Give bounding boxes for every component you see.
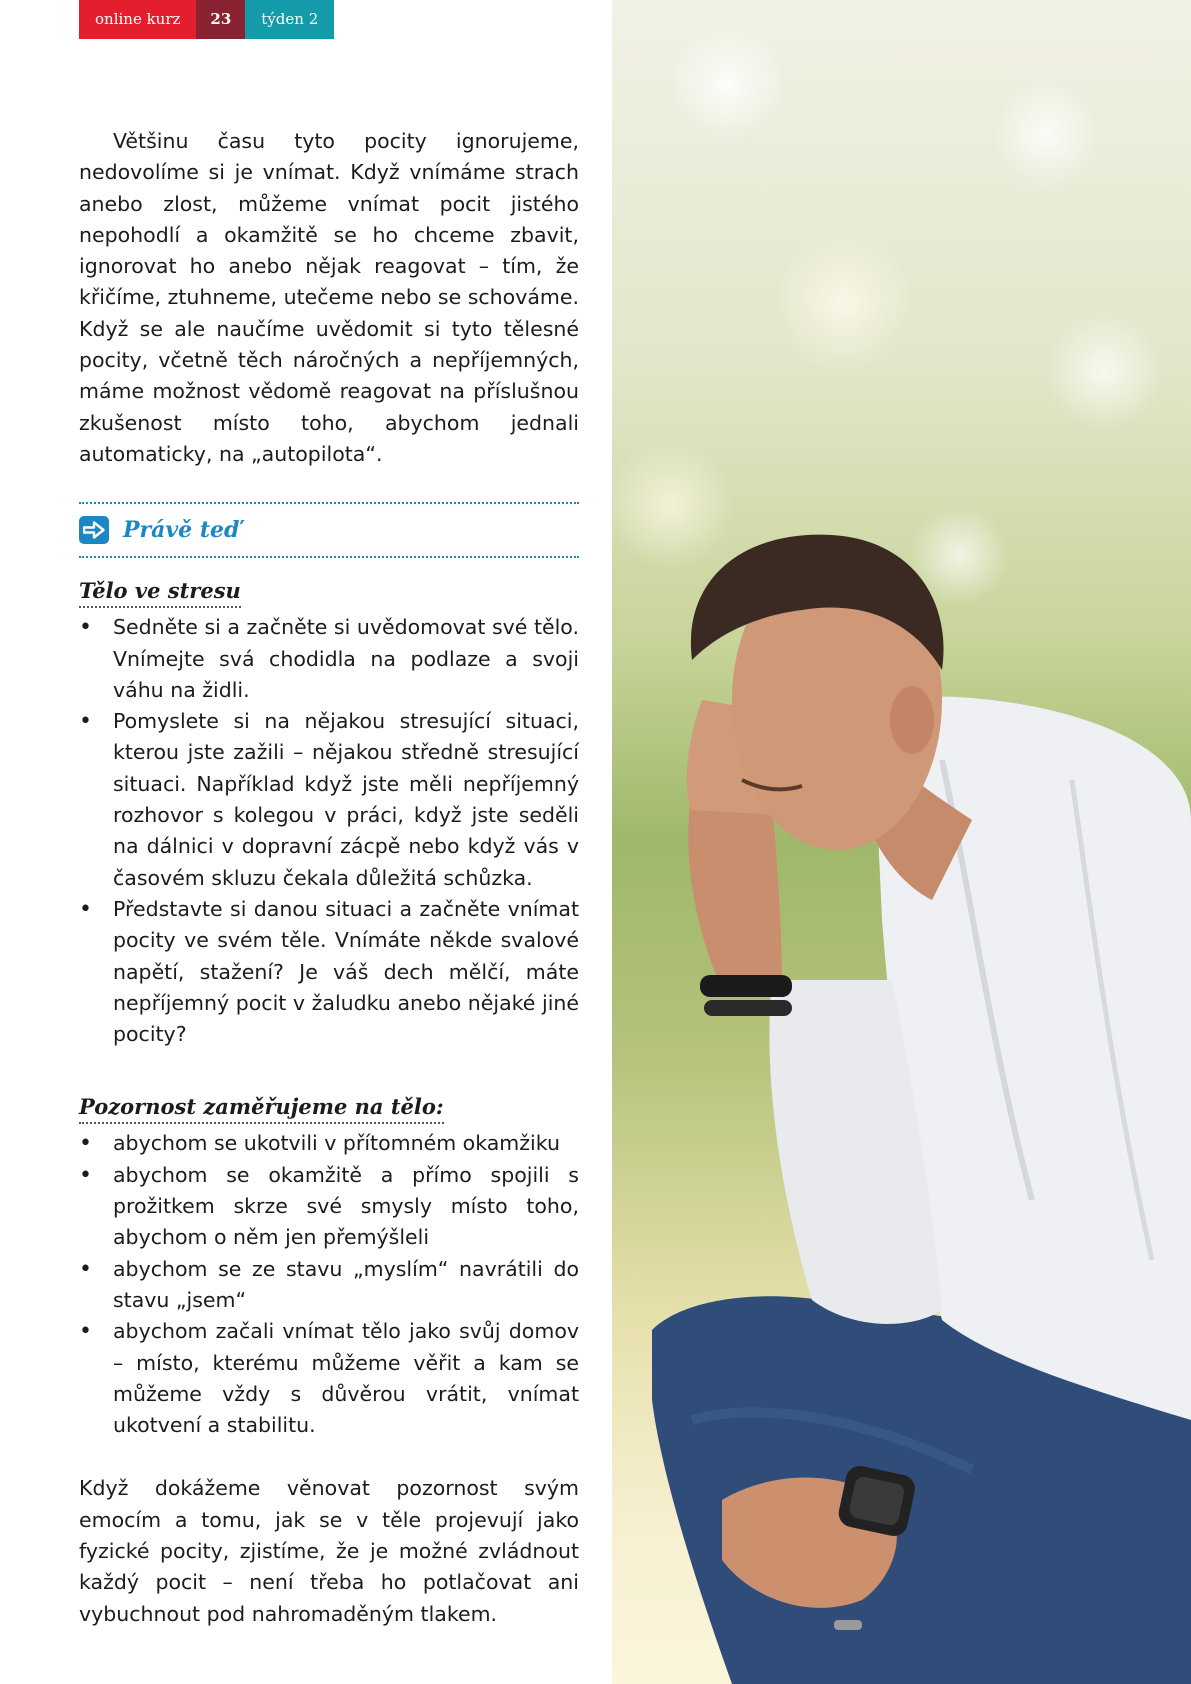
header-tabs — [79, 0, 334, 39]
list-item: • Sedněte si a začněte si uvědomovat své tělo. Vnímejte svá chodidla na podlaze a svoji váhu na židli. — [79, 612, 579, 706]
list-item: • Pomyslete si na nějakou stresující situaci, kterou jste zažili – nějakou středně stresující situaci. Například když jste měli nepříjemný rozhovor s kolegou v práci, když jste seděli na dálnici v dopravní zácpě nebo když vás v časovém skluzu čekala důležitá schůzka. — [79, 706, 579, 894]
attention-list — [79, 1128, 579, 1441]
stressed-man-photo — [612, 0, 1191, 1684]
list-item: • Představte si danou situaci a začněte vnímat pocity ve svém těle. Vnímáte někde svalové napětí, stažení? Je váš dech mělčí, máte nepříjemný pocit v žaludku anebo nějaké jiné pocity? — [79, 894, 579, 1050]
callout-title: Právě teď — [123, 516, 240, 543]
now-callout — [79, 502, 579, 558]
week-label: týden 2 — [245, 0, 334, 39]
main-text-column — [79, 126, 579, 1630]
course-label: online kurz — [79, 0, 196, 39]
list-item: • abychom se ze stavu „myslím“ navrátili do stavu „jsem“ — [79, 1254, 579, 1317]
section-heading-stress: Tělo ve stresu — [79, 576, 241, 608]
closing-paragraph: Když dokážeme věnovat pozornost svým emocím a tomu, jak se v těle projevují jako fyzické pocity, zjistíme, že je možné zvládnout každý pocit – není třeba ho potlačovat ani vybuchnout pod nahromaděným tlakem. — [79, 1476, 579, 1626]
list-item: • abychom se ukotvili v přítomném okamžiku — [79, 1128, 579, 1159]
list-item: • abychom se okamžitě a přímo spojili s prožitkem skrze své smysly místo toho, abychom o něm jen přemýšleli — [79, 1160, 579, 1254]
list-item: • abychom začali vnímat tělo jako svůj domov – místo, kterému můžeme věřit a kam se můžeme vždy s důvěrou vrátit, vnímat ukotvení a stabilitu. — [79, 1316, 579, 1441]
intro-paragraph: Většinu času tyto pocity ignorujeme, nedovolíme si je vnímat. Když vnímáme strach anebo zlost, můžeme vnímat pocit jistého nepohodlí a okamžitě se ho chceme zbavit, ignorovat ho anebo nějak reagovat – tím, že křičíme, ztuhneme, utečeme nebo se schováme. Když se ale naučíme uvědomit si tyto tělesné pocity, včetně těch náročných a nepříjemných, máme možnost vědomě reagovat na příslušnou zkušenost místo toho, abychom jednali automaticky, na „autopilota“. — [79, 129, 579, 466]
section-heading-attention: Pozornost zaměřujeme na tělo: — [79, 1092, 444, 1124]
stress-list — [79, 612, 579, 1050]
man-illustration — [612, 0, 1191, 1684]
page-number: 23 — [196, 0, 245, 39]
arrow-right-icon — [79, 516, 109, 544]
